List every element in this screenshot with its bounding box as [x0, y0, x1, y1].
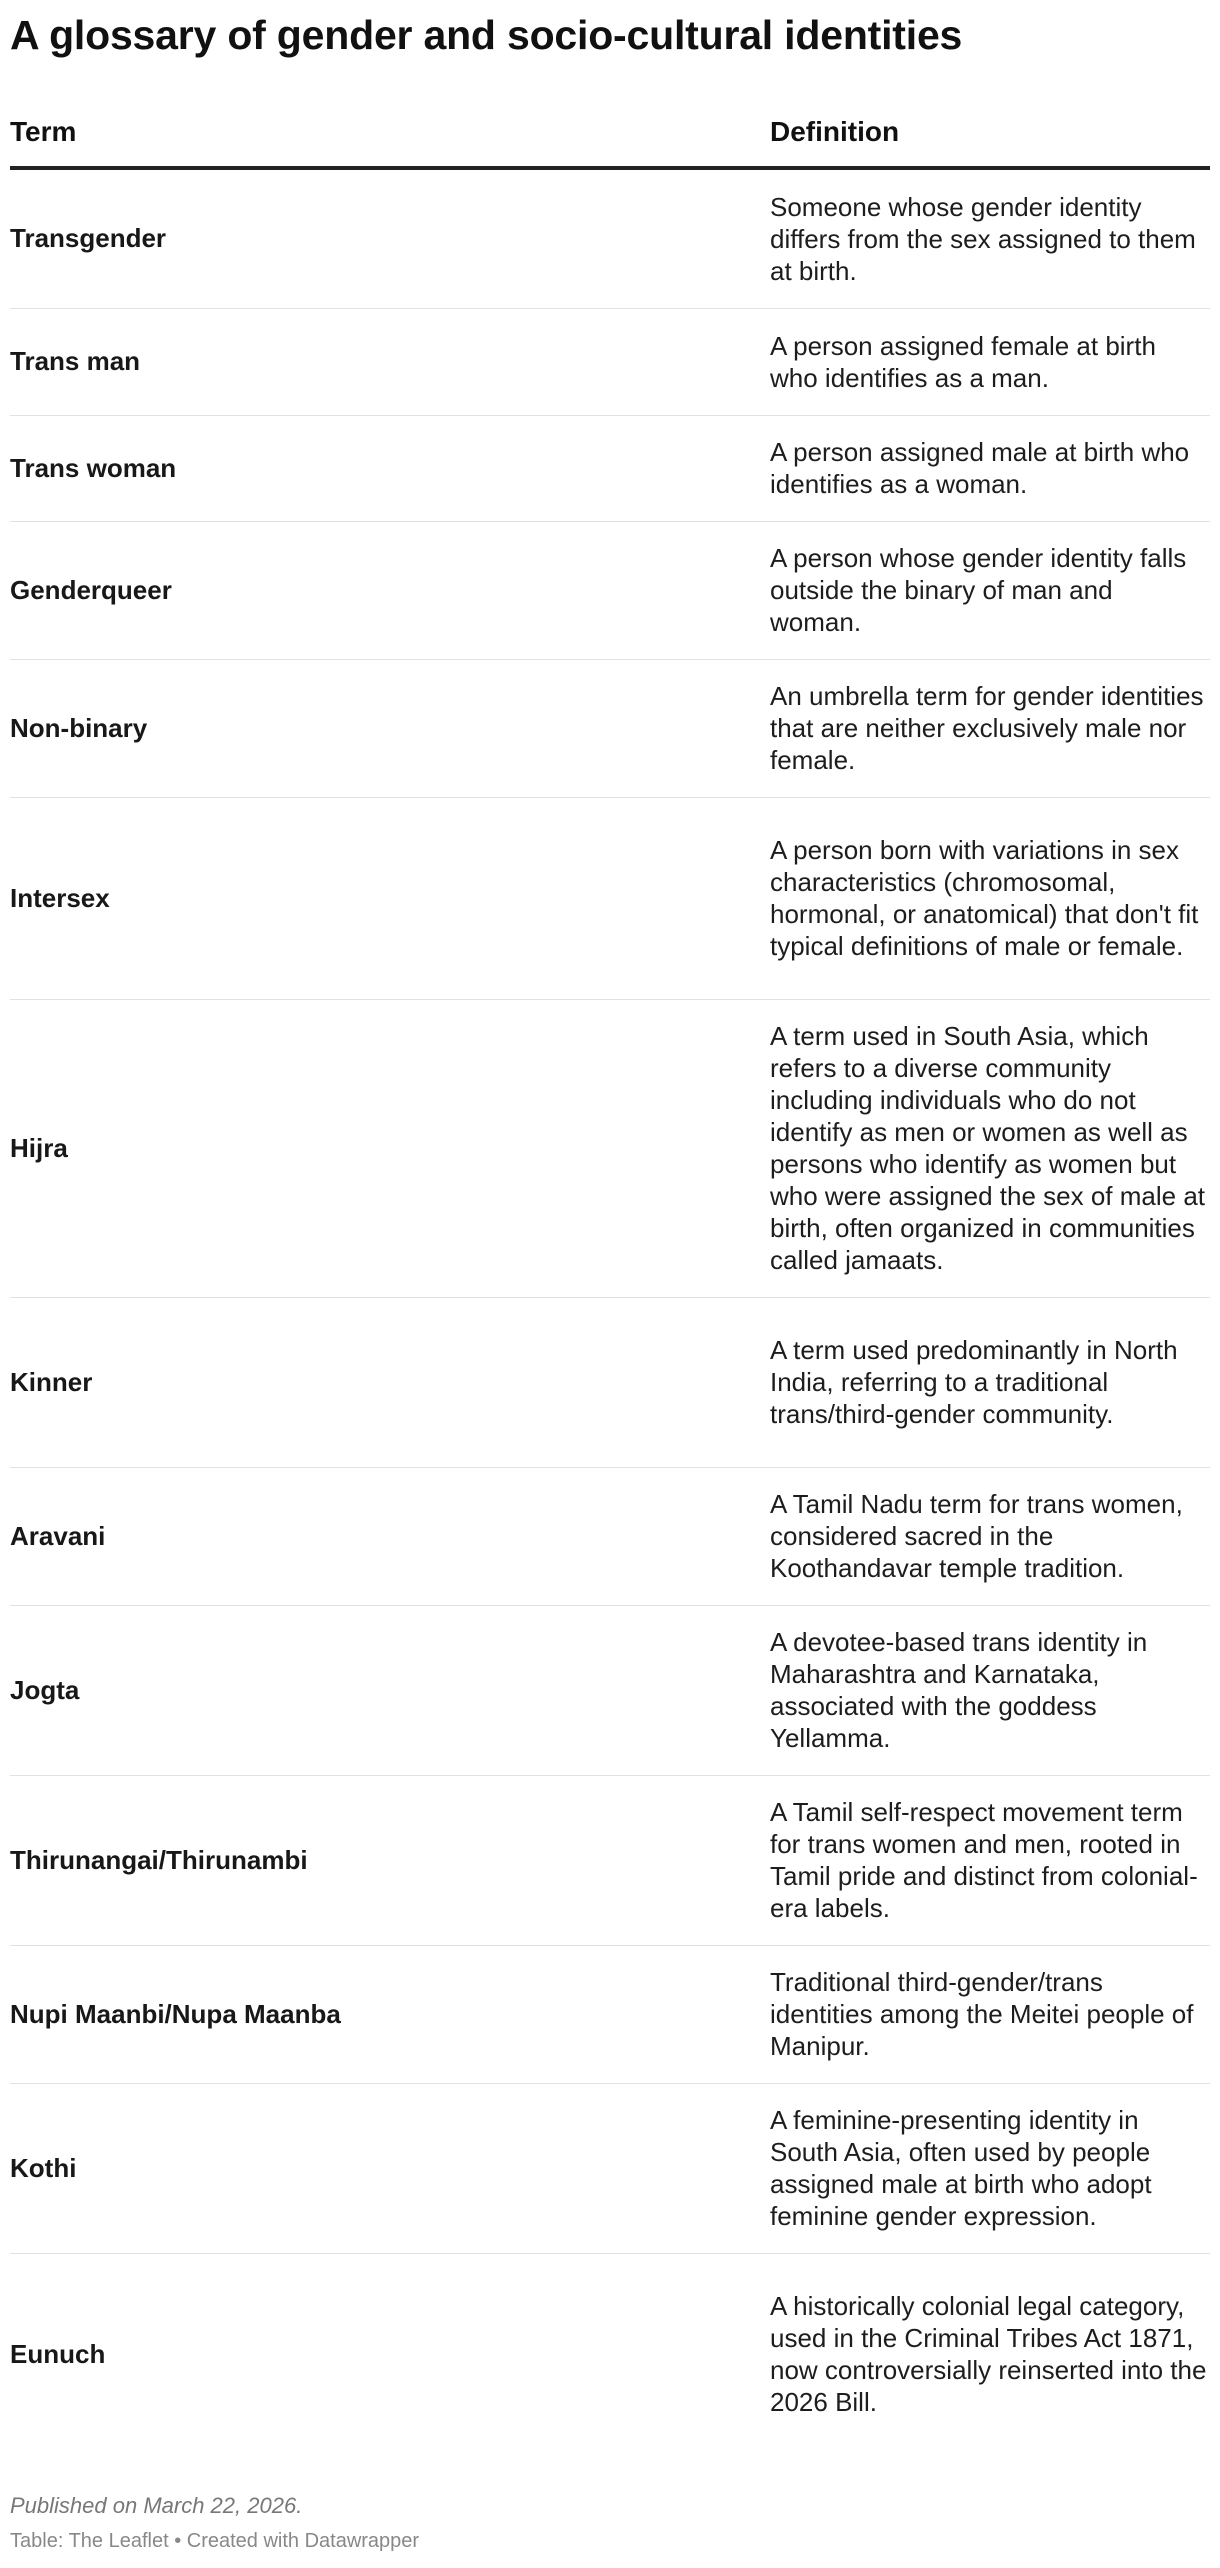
definition-cell: A historically colonial legal category, used in the Criminal Tribes Act 1871, now controversially reinserted into the 2026 Bill.	[770, 2291, 1207, 2418]
definition-cell: Traditional third-gender/trans identities among the Meitei people of Manipur.	[770, 1945, 1210, 2083]
term-cell: Hijra	[10, 999, 770, 1297]
definition-cell: A term used predominantly in North India, referring to a traditional trans/third-gender community.	[770, 1297, 1210, 1467]
definition-cell: A Tamil Nadu term for trans women, considered sacred in the Koothandavar temple tradition.	[770, 1467, 1210, 1605]
term-cell: Eunuch	[10, 2338, 106, 2369]
table-row	[10, 1297, 1210, 1467]
term-cell: Kinner	[10, 1297, 770, 1467]
definition-cell: A person assigned female at birth who identifies as a man.	[770, 308, 1210, 415]
definition-cell: A person born with variations in sex characteristics (chromosomal, hormonal, or anatomical) that don't fit typical definitions of male or female.	[770, 797, 1210, 999]
header-row	[10, 108, 1210, 168]
table-row	[10, 1775, 1210, 1945]
column-header-definition[interactable]: Definition	[770, 108, 1210, 168]
term-cell: Trans woman	[10, 415, 770, 521]
table-row	[10, 2253, 1210, 2455]
definition-cell: A term used in South Asia, which refers to a diverse community including individuals who do not identify as men or women as well as persons who identify as women but who were assigned the sex of male at birth, often organized in communities called jamaats.	[770, 999, 1210, 1297]
definition-cell: A person whose gender identity falls outside the binary of man and woman.	[770, 521, 1210, 659]
table-row	[10, 659, 1210, 797]
definition-cell: A Tamil self-respect movement term for trans women and men, rooted in Tamil pride and distinct from colonial-era labels.	[770, 1775, 1210, 1945]
term-cell: Kothi	[10, 2083, 770, 2253]
definition-cell: A feminine-presenting identity in South Asia, often used by people assigned male at birth who adopt feminine gender expression.	[770, 2083, 1210, 2253]
table-row	[10, 2083, 1210, 2253]
glossary-table	[10, 108, 1210, 2455]
term-cell: Intersex	[10, 797, 770, 999]
definition-cell: An umbrella term for gender identities that are neither exclusively male nor female.	[770, 659, 1210, 797]
definition-cell: A devotee-based trans identity in Maharashtra and Karnataka, associated with the goddess Yellamma.	[770, 1605, 1210, 1775]
term-cell: Trans man	[10, 308, 770, 415]
definition-cell: A person assigned male at birth who identifies as a woman.	[770, 415, 1210, 521]
term-cell: Jogta	[10, 1605, 770, 1775]
page-title: A glossary of gender and socio-cultural identities	[10, 12, 963, 58]
table-row	[10, 521, 1210, 659]
table-body	[10, 168, 1210, 2455]
table-row	[10, 308, 1210, 415]
published-note: Published on March 22, 2026.	[10, 2493, 303, 2518]
source-footer: Table: The Leaflet • Created with Datawrapper	[10, 2530, 420, 2552]
term-cell: Transgender	[10, 168, 770, 308]
table-row	[10, 999, 1210, 1297]
table-row	[10, 1605, 1210, 1775]
column-header-term[interactable]: Term	[10, 108, 770, 168]
term-cell: Genderqueer	[10, 521, 770, 659]
table-row	[10, 797, 1210, 999]
table-row	[10, 415, 1210, 521]
table-row	[10, 1945, 1210, 2083]
term-cell: Non-binary	[10, 659, 770, 797]
term-cell: Thirunangai/Thirunambi	[10, 1775, 770, 1945]
definition-cell: Someone whose gender identity differs from the sex assigned to them at birth.	[770, 168, 1210, 308]
term-cell: Nupi Maanbi/Nupa Maanba	[10, 1945, 770, 2083]
table-row	[10, 168, 1210, 308]
term-cell: Aravani	[10, 1467, 770, 1605]
table-header	[10, 108, 1210, 168]
table-row	[10, 1467, 1210, 1605]
